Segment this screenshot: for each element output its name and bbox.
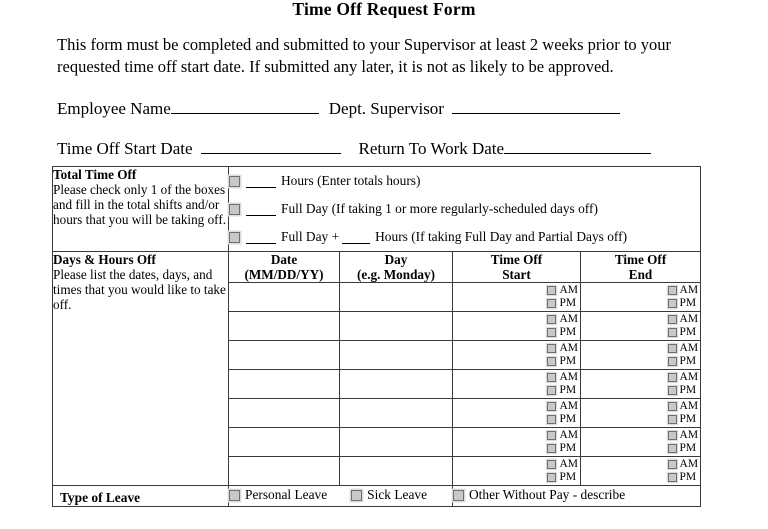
column-header-day-sub: (e.g. Monday) xyxy=(356,267,436,282)
cell-day[interactable] xyxy=(340,399,453,428)
ampm-group-end xyxy=(668,284,699,310)
cell-time-off-start[interactable] xyxy=(453,341,581,370)
cell-date[interactable] xyxy=(229,312,340,341)
ampm-label: PM xyxy=(679,471,697,483)
full-day-plus-days-input[interactable] xyxy=(246,231,276,244)
ampm-label: AM xyxy=(679,342,699,354)
ampm-group-start xyxy=(547,400,578,426)
ampm-option-end-am[interactable] xyxy=(668,371,699,384)
ampm-option-end-am[interactable] xyxy=(668,284,699,297)
ampm-label: AM xyxy=(559,342,578,354)
option-full-day-plus-hours[interactable] xyxy=(229,223,700,251)
cell-time-off-end[interactable] xyxy=(581,370,701,399)
ampm-option-start-am[interactable] xyxy=(547,342,578,355)
ampm-option-start-pm[interactable] xyxy=(547,413,576,426)
ampm-label: AM xyxy=(559,313,578,325)
ampm-group-start xyxy=(547,313,578,339)
ampm-label: PM xyxy=(559,355,577,367)
total-time-off-options xyxy=(229,167,701,252)
ampm-label: PM xyxy=(679,442,697,454)
type-of-leave-heading-cell xyxy=(53,486,229,507)
checkbox-icon-end-pm[interactable] xyxy=(668,444,677,453)
checkbox-icon-start-am[interactable] xyxy=(547,373,556,382)
ampm-group-end xyxy=(668,342,699,368)
checkbox-icon-start-pm[interactable] xyxy=(547,473,556,482)
checkbox-icon-start-am[interactable] xyxy=(547,402,556,411)
checkbox-icon-start-pm[interactable] xyxy=(547,328,556,337)
ampm-label: AM xyxy=(679,429,699,441)
ampm-group-start xyxy=(547,458,578,484)
ampm-option-end-pm[interactable] xyxy=(668,471,697,484)
column-header-day xyxy=(340,252,453,283)
checkbox-icon-end-am[interactable] xyxy=(668,286,677,295)
ampm-label: PM xyxy=(559,413,577,425)
hours-amount-input[interactable] xyxy=(246,175,276,188)
type-of-leave-cell-other xyxy=(453,486,701,507)
checkbox-icon-end-pm[interactable] xyxy=(668,415,677,424)
cell-time-off-start[interactable] xyxy=(453,399,581,428)
total-time-off-heading: Total Time Off xyxy=(53,167,137,182)
column-header-date xyxy=(229,252,340,283)
ampm-label: PM xyxy=(559,471,577,483)
ampm-group-start xyxy=(547,429,578,455)
checkbox-icon-end-pm[interactable] xyxy=(668,328,677,337)
ampm-label: AM xyxy=(559,284,578,296)
cell-day[interactable] xyxy=(340,370,453,399)
ampm-option-end-am[interactable] xyxy=(668,458,699,471)
checkbox-icon-start-am[interactable] xyxy=(547,315,556,324)
ampm-option-start-pm[interactable] xyxy=(547,471,576,484)
ampm-option-end-pm[interactable] xyxy=(668,326,697,339)
cell-time-off-end[interactable] xyxy=(581,428,701,457)
field-row-dates xyxy=(57,136,768,162)
cell-day[interactable] xyxy=(340,428,453,457)
type-of-leave-label-sick: Sick Leave xyxy=(367,487,428,502)
cell-time-off-end[interactable] xyxy=(581,457,701,486)
column-header-time-off-end xyxy=(581,252,701,283)
option-full-day-plus-label-b: Hours (If taking Full Day and Partial Days off) xyxy=(375,229,628,244)
column-header-date-sub: (MM/DD/YY) xyxy=(244,267,324,282)
ampm-option-start-pm[interactable] xyxy=(547,355,576,368)
ampm-option-end-pm[interactable] xyxy=(668,413,697,426)
checkbox-icon-start-am[interactable] xyxy=(547,286,556,295)
ampm-option-end-pm[interactable] xyxy=(668,384,697,397)
ampm-label: AM xyxy=(679,458,699,470)
checkbox-icon-end-pm[interactable] xyxy=(668,386,677,395)
type-of-leave-label-personal: Personal Leave xyxy=(245,487,328,502)
return-to-work-date-input[interactable] xyxy=(504,136,651,154)
days-hours-off-description xyxy=(53,252,229,486)
option-full-day-plus-label-a: Full Day + xyxy=(281,229,340,244)
checkbox-icon-full-day[interactable] xyxy=(229,204,240,215)
ampm-group-end xyxy=(668,429,699,455)
type-of-leave-row xyxy=(53,486,701,507)
total-time-off-description xyxy=(53,167,229,252)
option-full-day-label: Full Day (If taking 1 or more regularly-scheduled days off) xyxy=(281,201,598,216)
ampm-option-end-pm[interactable] xyxy=(668,355,697,368)
checkbox-icon-end-am[interactable] xyxy=(668,373,677,382)
ampm-label: PM xyxy=(559,326,577,338)
column-header-date-title: Date xyxy=(270,252,298,267)
column-header-start-title: Time Off xyxy=(490,252,543,267)
ampm-option-end-pm[interactable] xyxy=(668,442,697,455)
checkbox-icon-end-pm[interactable] xyxy=(668,473,677,482)
checkbox-icon-start-pm[interactable] xyxy=(547,444,556,453)
identity-fields xyxy=(0,96,768,162)
cell-date[interactable] xyxy=(229,457,340,486)
ampm-group-start xyxy=(547,342,578,368)
cell-time-off-start[interactable] xyxy=(453,428,581,457)
ampm-label: AM xyxy=(559,429,578,441)
ampm-option-start-pm[interactable] xyxy=(547,384,576,397)
type-of-leave-label-other: Other Without Pay - describe xyxy=(469,487,626,502)
intro-paragraph: This form must be completed and submitted to your Supervisor at least 2 weeks prior to your requested time off start date. If submitted any later, it is not as likely to be approved. xyxy=(57,35,672,76)
option-hours-label: Hours (Enter totals hours) xyxy=(281,173,421,188)
ampm-label: PM xyxy=(559,297,577,309)
days-hours-off-heading: Days & Hours Off xyxy=(53,252,156,267)
ampm-option-start-pm[interactable] xyxy=(547,442,576,455)
ampm-option-start-am[interactable] xyxy=(547,458,578,471)
ampm-option-start-pm[interactable] xyxy=(547,297,576,310)
checkbox-icon-start-am[interactable] xyxy=(547,460,556,469)
ampm-label: AM xyxy=(559,371,578,383)
cell-time-off-start[interactable] xyxy=(453,370,581,399)
ampm-option-end-am[interactable] xyxy=(668,313,699,326)
checkbox-icon-start-am[interactable] xyxy=(547,431,556,440)
checkbox-icon-full-day-plus[interactable] xyxy=(229,232,240,243)
employee-name-label: Employee Name xyxy=(57,99,171,118)
checkbox-icon-end-am[interactable] xyxy=(668,315,677,324)
cell-day[interactable] xyxy=(340,312,453,341)
ampm-label: AM xyxy=(679,313,699,325)
ampm-group-end xyxy=(668,313,699,339)
ampm-option-start-am[interactable] xyxy=(547,371,578,384)
time-off-request-table xyxy=(52,166,701,507)
time-off-start-date-label: Time Off Start Date xyxy=(57,139,193,158)
ampm-option-start-am[interactable] xyxy=(547,400,578,413)
return-to-work-date-label: Return To Work Date xyxy=(358,139,505,158)
checkbox-icon-personal-leave[interactable] xyxy=(229,490,240,501)
checkbox-icon-start-am[interactable] xyxy=(547,344,556,353)
ampm-option-end-pm[interactable] xyxy=(668,297,697,310)
ampm-label: PM xyxy=(559,384,577,396)
checkbox-icon-start-pm[interactable] xyxy=(547,415,556,424)
option-full-day[interactable] xyxy=(229,195,700,223)
ampm-label: PM xyxy=(679,413,697,425)
cell-time-off-end[interactable] xyxy=(581,341,701,370)
days-hours-off-header-row xyxy=(53,252,701,283)
ampm-group-start xyxy=(547,284,578,310)
checkbox-icon-end-am[interactable] xyxy=(668,460,677,469)
column-header-start-sub: Start xyxy=(502,267,531,282)
column-header-end-sub: End xyxy=(628,267,653,282)
ampm-group-end xyxy=(668,371,699,397)
ampm-label: AM xyxy=(679,284,699,296)
checkbox-icon-start-pm[interactable] xyxy=(547,299,556,308)
column-header-end-title: Time Off xyxy=(614,252,667,267)
column-header-time-off-start xyxy=(453,252,581,283)
checkbox-icon-sick-leave[interactable] xyxy=(351,490,362,501)
ampm-option-start-am[interactable] xyxy=(547,313,578,326)
total-time-off-instructions: Please check only 1 of the boxes and fill in the total shifts and/or hours that you will be taking off. xyxy=(53,182,227,228)
checkbox-icon-end-pm[interactable] xyxy=(668,299,677,308)
ampm-label: PM xyxy=(679,297,697,309)
option-hours[interactable] xyxy=(229,167,700,195)
ampm-group-end xyxy=(668,458,699,484)
cell-time-off-start[interactable] xyxy=(453,283,581,312)
type-of-leave-group-b xyxy=(453,486,700,504)
field-row-names xyxy=(57,96,768,122)
cell-time-off-start[interactable] xyxy=(453,457,581,486)
ampm-label: PM xyxy=(679,384,697,396)
ampm-label: PM xyxy=(679,326,697,338)
full-day-plus-hours-input[interactable] xyxy=(342,231,370,244)
ampm-label: AM xyxy=(679,400,699,412)
cell-time-off-end[interactable] xyxy=(581,399,701,428)
ampm-label: PM xyxy=(679,355,697,367)
cell-time-off-start[interactable] xyxy=(453,312,581,341)
cell-date[interactable] xyxy=(229,428,340,457)
time-off-start-date-input[interactable] xyxy=(201,136,341,154)
checkbox-icon-end-am[interactable] xyxy=(668,402,677,411)
page-title: Time Off Request Form xyxy=(292,0,476,18)
ampm-option-start-pm[interactable] xyxy=(547,326,576,339)
cell-day[interactable] xyxy=(340,457,453,486)
ampm-label: PM xyxy=(559,442,577,454)
cell-time-off-end[interactable] xyxy=(581,283,701,312)
ampm-label: AM xyxy=(559,400,578,412)
checkbox-icon-hours[interactable] xyxy=(229,176,240,187)
ampm-option-start-am[interactable] xyxy=(547,429,578,442)
type-of-leave-cell-personal-sick xyxy=(229,486,453,507)
ampm-option-end-am[interactable] xyxy=(668,342,699,355)
full-day-amount-input[interactable] xyxy=(246,203,276,216)
cell-date[interactable] xyxy=(229,341,340,370)
cell-time-off-end[interactable] xyxy=(581,312,701,341)
days-hours-off-instructions: Please list the dates, days, and times that you would like to take off. xyxy=(53,267,226,313)
dept-supervisor-label: Dept. Supervisor xyxy=(328,99,444,118)
type-of-leave-group-a xyxy=(229,486,452,504)
cell-day[interactable] xyxy=(340,341,453,370)
ampm-option-end-am[interactable] xyxy=(668,429,699,442)
column-header-day-title: Day xyxy=(384,252,408,267)
checkbox-icon-end-pm[interactable] xyxy=(668,357,677,366)
ampm-option-start-am[interactable] xyxy=(547,284,578,297)
total-time-off-section xyxy=(53,167,701,252)
checkbox-icon-start-pm[interactable] xyxy=(547,386,556,395)
ampm-option-end-am[interactable] xyxy=(668,400,699,413)
dept-supervisor-input[interactable] xyxy=(452,96,620,114)
checkbox-icon-end-am[interactable] xyxy=(668,431,677,440)
cell-day[interactable] xyxy=(340,283,453,312)
type-of-leave-heading: Type of Leave xyxy=(60,490,141,505)
cell-date[interactable] xyxy=(229,399,340,428)
ampm-group-start xyxy=(547,371,578,397)
ampm-label: AM xyxy=(679,371,699,383)
cell-date[interactable] xyxy=(229,283,340,312)
cell-date[interactable] xyxy=(229,370,340,399)
ampm-group-end xyxy=(668,400,699,426)
ampm-label: AM xyxy=(559,458,578,470)
checkbox-icon-end-am[interactable] xyxy=(668,344,677,353)
checkbox-icon-start-pm[interactable] xyxy=(547,357,556,366)
employee-name-input[interactable] xyxy=(171,96,319,114)
checkbox-icon-other-without-pay[interactable] xyxy=(453,490,464,501)
